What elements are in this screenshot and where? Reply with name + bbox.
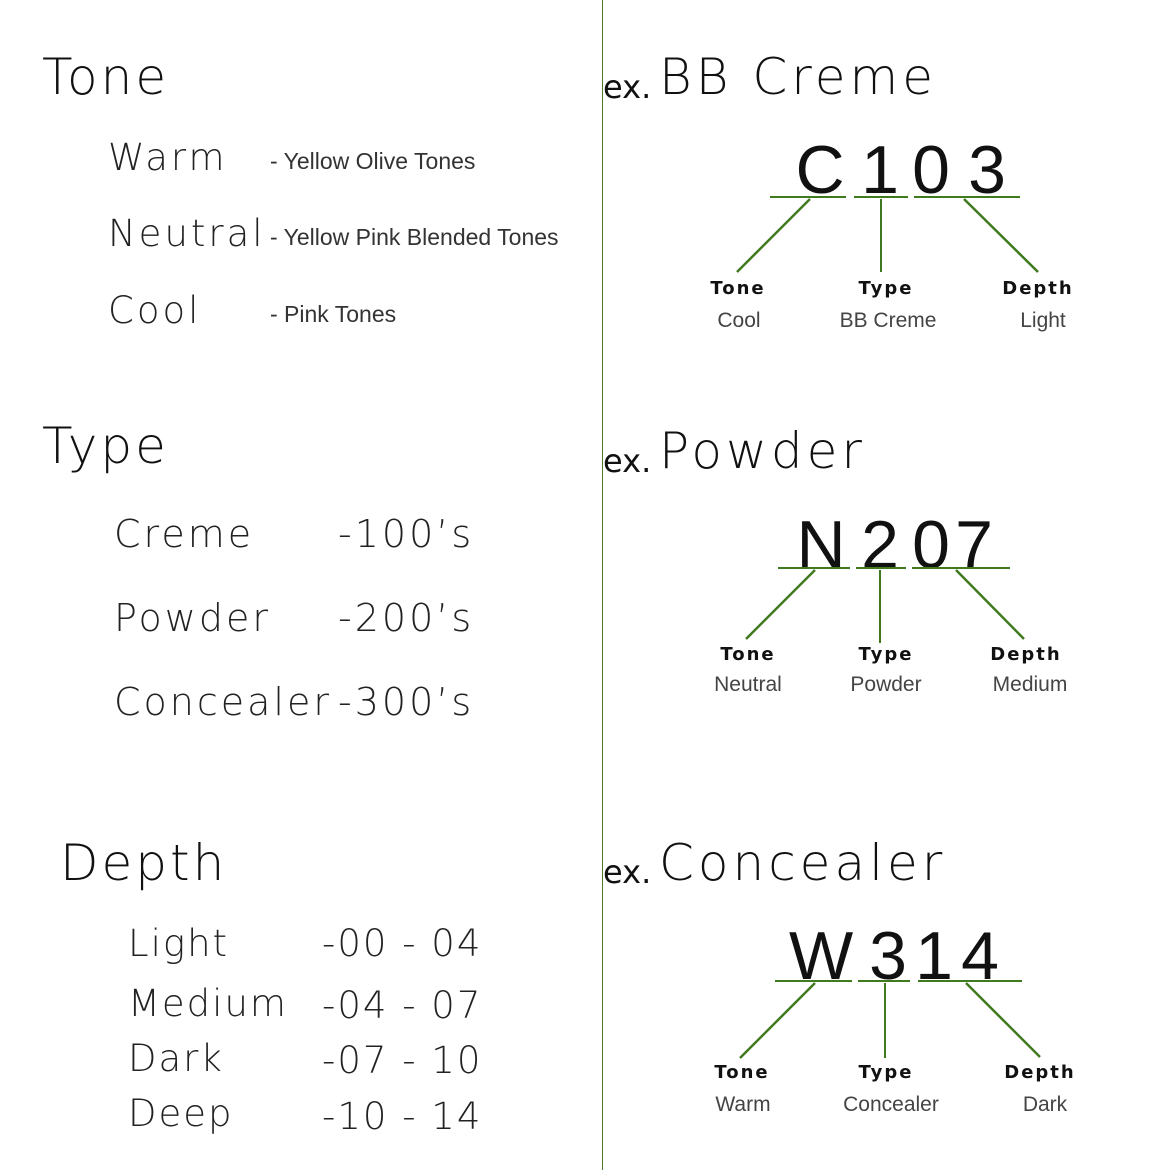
type-powder-label: Powder [114, 596, 272, 640]
label-depth-value: Light [1020, 309, 1066, 332]
depth-light-range: -00 - 04 [322, 922, 483, 965]
label-tone-value: Warm [715, 1093, 771, 1116]
code-char-type: 3 [869, 918, 907, 994]
example-prefix: ex. [603, 853, 652, 891]
code-char-type: 2 [861, 507, 899, 583]
type-creme-code: -100’s [338, 512, 475, 556]
type-concealer-label: Concealer [114, 680, 332, 724]
label-depth-title: Depth [1002, 278, 1074, 299]
depth-dark-label: Dark [128, 1037, 224, 1080]
label-tone-value: Neutral [714, 673, 782, 696]
depth-medium-range: -04 - 07 [322, 984, 483, 1027]
label-type-value: Concealer [843, 1093, 939, 1116]
label-depth-title: Depth [990, 644, 1062, 665]
connector-depth [966, 983, 1040, 1057]
code-char-depth-1: 0 [912, 132, 950, 208]
depth-medium-label: Medium [128, 982, 288, 1025]
code-char-depth-1: 1 [915, 918, 953, 994]
depth-light-label: Light [128, 922, 230, 965]
example-prefix: ex. [603, 68, 652, 106]
label-type-title: Type [858, 1062, 914, 1083]
tone-neutral-desc: - Yellow Pink Blended Tones [270, 224, 559, 250]
type-concealer-code: -300’s [338, 680, 475, 724]
tone-cool-desc: - Pink Tones [270, 301, 397, 327]
label-depth-title: Depth [1004, 1062, 1076, 1083]
label-type-title: Type [858, 644, 914, 665]
code-char-type: 1 [861, 132, 899, 208]
code-char-depth-2: 4 [961, 918, 999, 994]
depth-dark-range: -07 - 10 [322, 1039, 483, 1082]
depth-deep-label: Deep [128, 1092, 234, 1135]
label-tone-title: Tone [720, 644, 776, 665]
connector-tone [740, 983, 815, 1058]
label-type-title: Type [858, 278, 914, 299]
label-type-value: BB Creme [839, 309, 937, 332]
tone-warm-desc: - Yellow Olive Tones [270, 148, 476, 174]
example-title: Powder [659, 422, 866, 480]
tone-heading: Tone [42, 48, 170, 106]
tone-neutral-label: Neutral [108, 212, 266, 255]
depth-heading: Depth [60, 834, 228, 892]
label-tone-value: Cool [717, 309, 761, 332]
tone-warm-label: Warm [108, 136, 228, 179]
label-tone-title: Tone [710, 278, 766, 299]
label-type-value: Powder [850, 673, 922, 696]
depth-deep-range: -10 - 14 [322, 1095, 483, 1138]
code-char-tone: W [789, 918, 854, 994]
code-char-depth-1: 0 [912, 507, 950, 583]
label-tone-title: Tone [714, 1062, 770, 1083]
example-title: Concealer [659, 834, 947, 892]
code-char-depth-2: 3 [968, 132, 1006, 208]
example-prefix: ex. [603, 442, 652, 480]
label-depth-value: Medium [992, 673, 1068, 696]
type-heading: Type [42, 417, 169, 475]
type-creme-label: Creme [114, 512, 255, 556]
code-char-tone: C [795, 132, 845, 208]
code-char-tone: N [796, 507, 846, 583]
tone-cool-label: Cool [108, 289, 202, 332]
example-title: BB Creme [659, 48, 937, 106]
code-char-depth-2: 7 [955, 507, 993, 583]
type-powder-code: -200’s [338, 596, 475, 640]
label-depth-value: Dark [1022, 1093, 1068, 1116]
